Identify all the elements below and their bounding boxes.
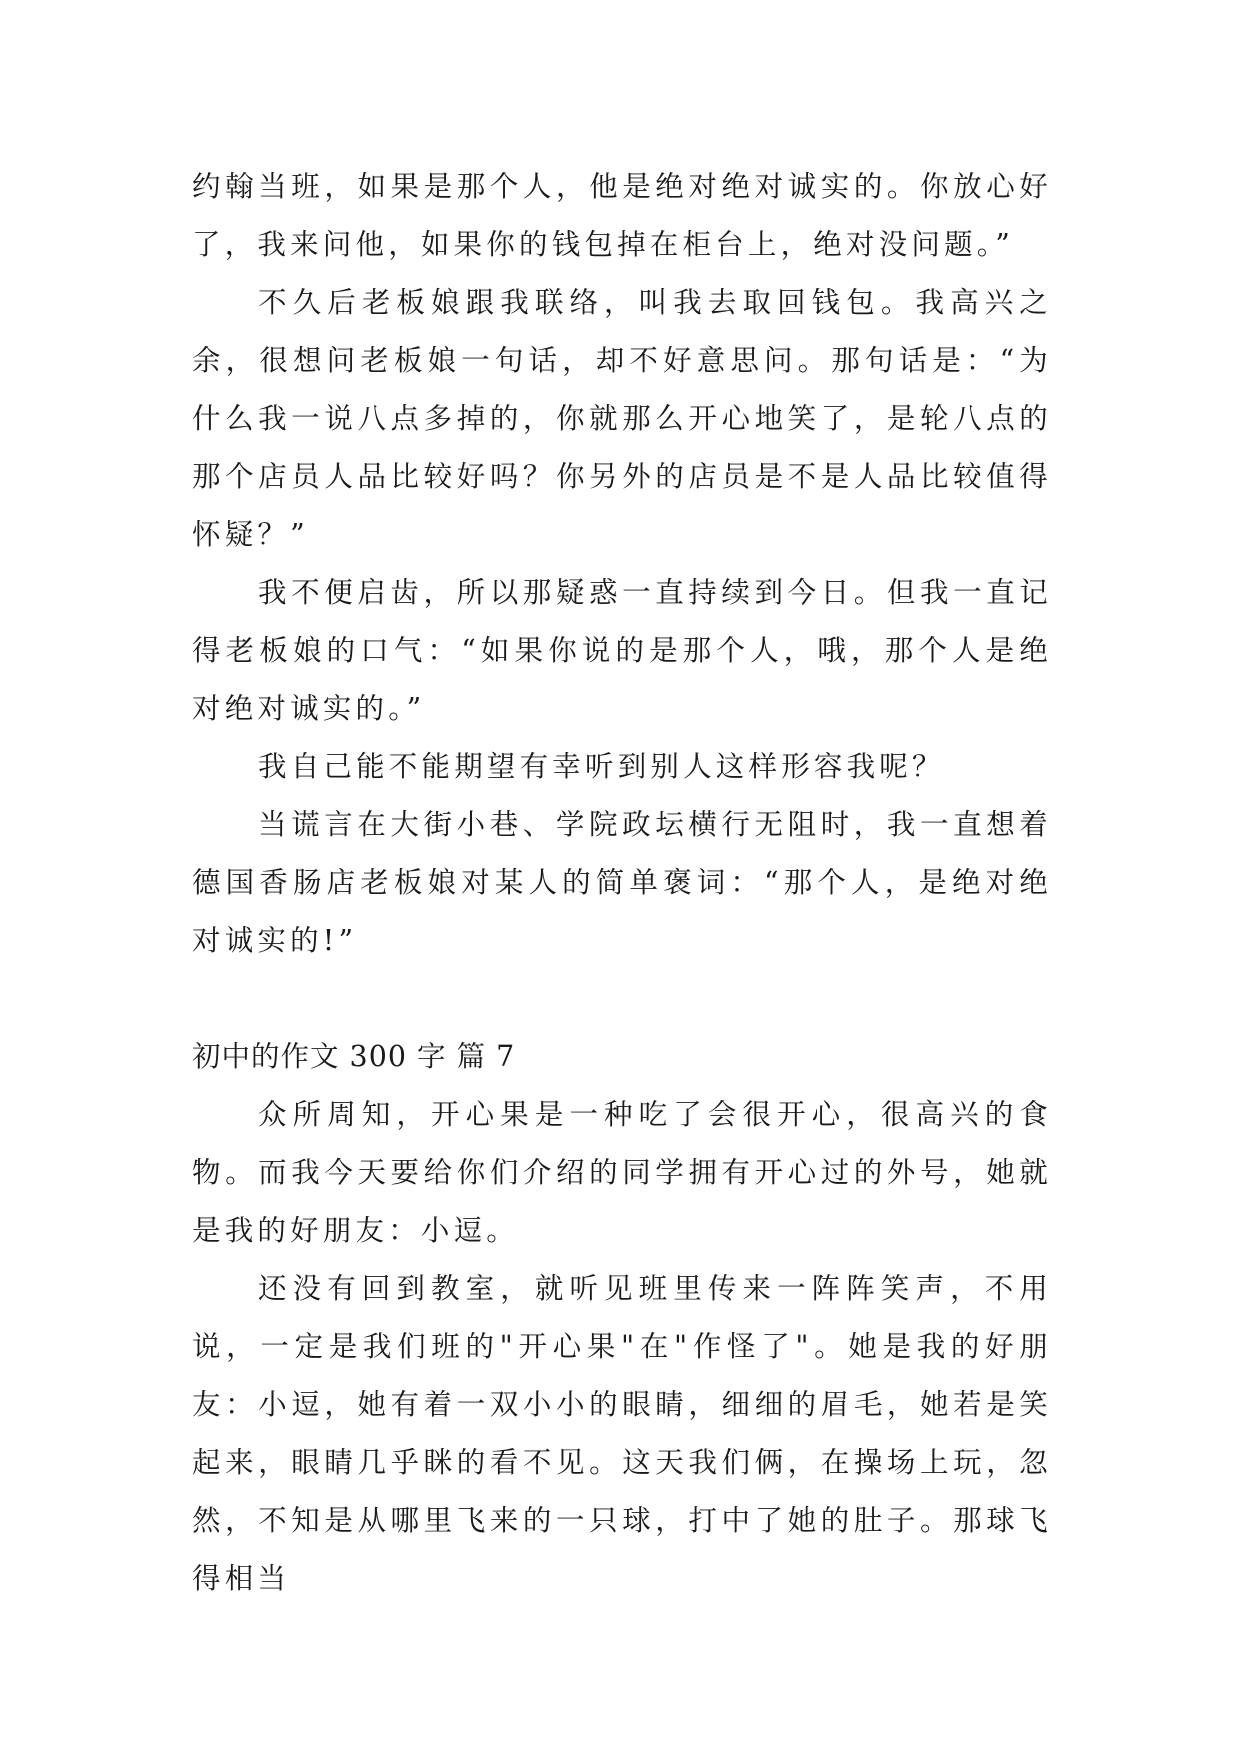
paragraph-continuation: 约翰当班，如果是那个人，他是绝对绝对诚实的。你放心好了，我来问他，如果你的钱包掉在柜台上，绝对没问题。” bbox=[192, 170, 1052, 261]
document-body bbox=[192, 158, 1052, 1608]
paragraph-doubt: 我不便启齿，所以那疑惑一直持续到今日。但我一直记得老板娘的口气：“如果你说的是那个人，哦，那个人是绝对绝对诚实的。” bbox=[192, 576, 1052, 725]
paragraph-conclusion: 当谎言在大街小巷、学院政坛横行无阻时，我一直想着德国香肠店老板娘对某人的简单褒词：“那个人，是绝对绝对诚实的!” bbox=[192, 808, 1052, 957]
paragraph-classroom-story: 还没有回到教室，就听见班里传来一阵阵笑声，不用说，一定是我们班的"开心果"在"作怪了"。她是我的好朋友：小逗，她有着一双小小的眼睛，细细的眉毛，她若是笑起来，眼睛几乎眯的看不见。这天我们俩，在操场上玩，忽然，不知是从哪里飞来的一只球，打中了她的肚子。那球飞得相当 bbox=[192, 1272, 1052, 1595]
section-heading: 初中的作文 300 字 篇 7 bbox=[192, 1040, 516, 1073]
paragraph-intro-pistachio: 众所周知，开心果是一种吃了会很开心，很高兴的食物。而我今天要给你们介绍的同学拥有开心过的外号，她就是我的好朋友：小逗。 bbox=[192, 1098, 1052, 1247]
paragraph-wallet-returned: 不久后老板娘跟我联络，叫我去取回钱包。我高兴之余，很想问老板娘一句话，却不好意思问。那句话是：“为什么我一说八点多掉的，你就那么开心地笑了，是轮八点的那个店员人品比较好吗？你另外的店员是不是人品比较值得怀疑？” bbox=[192, 286, 1052, 551]
paragraph-self-reflection: 我自己能不能期望有幸听到别人这样形容我呢？ bbox=[258, 750, 945, 783]
